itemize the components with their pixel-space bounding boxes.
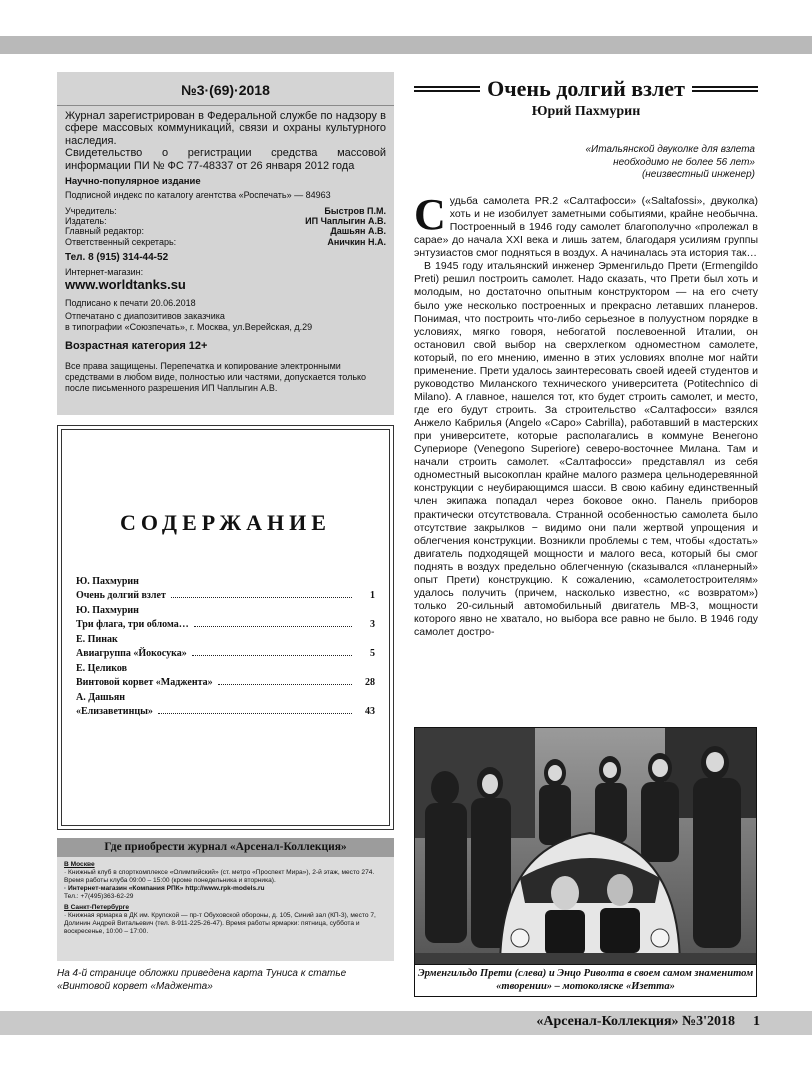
toc-entry[interactable]: «Елизаветинцы» 43 (76, 706, 375, 717)
printed-note: Отпечатано с диапозитивов заказчика (65, 311, 225, 322)
drop-cap: С (414, 190, 446, 239)
map-note: На 4-й странице обложки приведена карта Туниса к статье «Винтовой корвет «Маджента» (57, 968, 347, 992)
photo-illustration (415, 728, 757, 997)
toc-author: Ю. Пахмурин (76, 576, 139, 587)
printer-address: в типографии «Союзпечать», г. Москва, ул.Верейская, д.29 (65, 321, 313, 332)
photo-caption: Эрменгильдо Прети (слева) и Энцо Риволта в своем самом знаменитом «творении» – мотоколяске «Изетта» (415, 964, 756, 996)
epigraph: «Итальянской двуколке для взлета необходимо не более 56 лет» (неизвестный инженер) (585, 144, 755, 180)
toc-entry[interactable]: Винтовой корвет «Маджента» 28 (76, 677, 375, 688)
age-category: Возрастная категория 12+ (65, 340, 208, 353)
staff-list (65, 206, 386, 247)
moscow-phone: Тел.: +7(495)363-62-29 (64, 893, 134, 901)
article-paragraph: В 1945 году итальянский инженер Эрменгильдо Прети (Ermengildo Preti) решил построить самолет. Надо сказать, что Прети был хоть и молодым, но достаточно опытным конструктором — на его счету было уже несколько построенных и прекрасно летавших планеров. Понимая, что построить что-либо серьезное в полуустном порядке в условиях, мягко говоря, небогатой послевоенной Италии, он остановил свой выбор на сверхлегком одноместном самолете, который, по его мнению, именно в этих условиях вполне мог найти применение. Прети удалось заинтересовать своей идеей студентов и руководство Миланского технического университета (Potitechnico di Milano). А главное, нашелся тот, кто будет строить самолет, и место, где его будут строить. За строительство «Салтафосси» взялся Анжело Кабрилья (Angelo «Capo» Cabrilla), работавший в мастерских при университете, которые располагались в коммуне Венегоно Супериоре (Venegono Superiore) северо-восточнее Милана. Там и начали строить самолет. «Салтафосси» представлял из себя одноместный высокоплан крайне малого размера цельнодеревянной конструкции с неубирающимся шасси. В свою кабину единственный член экипажа попадал через боковое окно. Панель приборов практически отсутствовала. Странной особенностью самолета было отсутствие закрылков − видимо они пали жертвой упрощения и облегчения конструкции. Возникли проблемы с тем, чтобы «достать» двигатель подходящей мощности и малого веса, который бы смог поднять в воздух предельно облегченную (сказывался «планерный» опыт Прети) конструкцию. К сожалению, «самолетостроителям» удалось получить (причем, насколько известно, «с возвратом») только 20-сильный автомобильный двигатель MB-3, мощности которого явно не хватало, но выбора все равно не было. В 1946 году самолет достро- (414, 260, 758, 639)
contents-list (76, 575, 375, 720)
imprint-box (57, 72, 394, 415)
article-body (414, 190, 758, 639)
article-title: Очень долгий взлет (487, 76, 685, 101)
edition-type: Научно-популярное издание (65, 175, 201, 187)
city-moscow: В Москве (64, 861, 95, 868)
website-link[interactable]: www.worldtanks.su (65, 277, 186, 293)
staff-row: Учредитель: Быстров П.М. (65, 205, 386, 216)
moscow-shop-2[interactable]: · Интернет-магазин «Компания РПК» http://www.rpk-models.ru (64, 885, 265, 893)
toc-entry[interactable]: Три флага, три облома… 3 (76, 619, 375, 630)
toc-author: Е. Пинак (76, 634, 118, 645)
city-spb: В Санкт-Петербурге (64, 904, 130, 912)
where-to-buy-body (57, 857, 394, 940)
contents-box (57, 425, 394, 830)
article-author: Юрий Пахмурин (531, 104, 641, 119)
rights-notice: Все права защищены. Перепечатка и копирование электронными средствами в любом виде, полностью или частями, допускается только после письменного разрешения ИП Чаплыгин А.В. (65, 361, 367, 393)
article-title-block (414, 75, 758, 103)
footer-journal-name: «Арсенал-Коллекция» №3'2018 (536, 1014, 735, 1029)
where-to-buy-box (57, 838, 394, 961)
contents-title: СОДЕРЖАНИЕ (120, 510, 331, 535)
toc-author: Ю. Пахмурин (76, 605, 139, 616)
staff-row: Ответственный секретарь: Аничкин Н.А. (65, 236, 386, 247)
phone: Тел. 8 (915) 314-44-52 (65, 251, 169, 263)
toc-author: Е. Целиков (76, 663, 128, 674)
title-rule-left (414, 86, 480, 92)
toc-author: А. Дашьян (76, 692, 126, 703)
page-number: 1 (753, 1014, 760, 1029)
contents-inner-frame (61, 429, 390, 826)
footer (536, 1014, 760, 1030)
issue-number: №3·(69)·2018 (57, 78, 394, 106)
top-gray-bar (0, 36, 812, 54)
certificate-text: Свидетельство о регистрации средства массовой информации ПИ № ФС 77-48337 от 26 января 2012 года (65, 147, 386, 173)
subscription-index: Подписной индекс по каталогу агентства «Роспечать» — 84963 (65, 189, 331, 200)
signed-date: Подписано к печати 20.06.2018 (65, 297, 196, 308)
staff-row: Главный редактор: Дашьян А.В. (65, 226, 386, 237)
toc-entry[interactable]: Авиагруппа «Йокосука» 5 (76, 648, 375, 659)
article-photo (414, 727, 757, 997)
spb-shop-1: · Книжная ярмарка в ДК им. Крупской — пр-т Обуховской обороны, д. 105, Синий зал (КП-3), место 7, Долинин Андрей Витальевич (тел. 8-911-225-26-47). Время работы ярмарки: пятница, суббота и воскресенье, 10:00 – 17:00. (64, 912, 376, 936)
title-rule-right (692, 86, 758, 92)
shop-label: Интернет-магазин: (65, 266, 144, 277)
toc-entry[interactable]: Очень долгий взлет 1 (76, 590, 375, 601)
article-paragraph: Судьба самолета PR.2 «Салтафосси» («Saltafossi», двуколка) хоть и не изобилует заметными событиями, крайне необычна. Построенный в 1946 году самолет благополучно «пролежал в сарае» до начала XXI века и лишь затем, благодаря усилиям группы энтузиастов смог подняться в воздух. А начиналась эта история так… (414, 190, 758, 260)
moscow-shop-1: · Книжный клуб в спорткомплексе «Олимпийский» (ст. метро «Проспект Мира»), 2-й этаж, место 274. Время работы клуба 09:00 – 15:00 (кроме понедельника и вторника). (64, 869, 375, 885)
where-to-buy-heading: Где приобрести журнал «Арсенал-Коллекция» (57, 838, 394, 857)
staff-row: Издатель: ИП Чаплыгин А.В. (65, 215, 386, 226)
registration-text: Журнал зарегистрирован в Федеральной службе по надзору в сфере массовых коммуникаций, связи и охраны культурного наследия. (65, 109, 386, 147)
